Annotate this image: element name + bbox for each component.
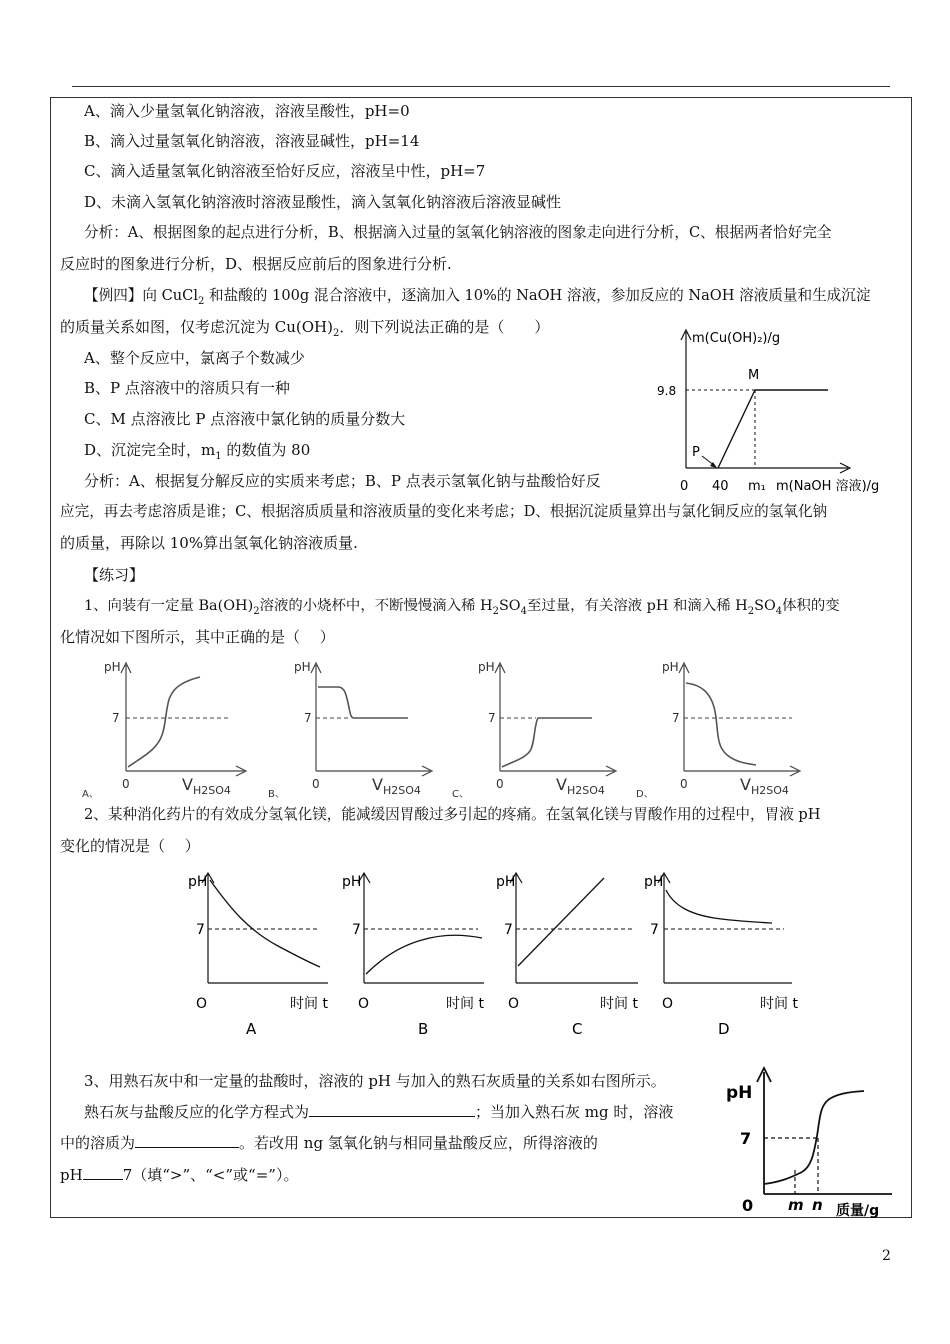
q2-c-x-label: 时间 t	[600, 996, 638, 1012]
q3-n-label: n	[812, 1196, 823, 1214]
q2-b-curve	[366, 935, 482, 974]
q2-d-ref: 7	[650, 922, 659, 938]
ex4-x-tick-40: 40	[712, 479, 729, 494]
q3-blank-ph[interactable]	[83, 1165, 123, 1180]
q1-d-option: D、	[636, 789, 654, 800]
q1-a-origin: 0	[122, 777, 130, 791]
q2-graph-d	[644, 868, 809, 1043]
q1-b-y-label: pH	[294, 660, 311, 674]
q1-b-curve	[318, 687, 408, 718]
q1-line1: 1、向装有一定量 $Ba(OH)_2$溶液的小烧杯中，不断慢慢滴入稀 $H_2SO_4$至过量，有关溶液 pH 和滴入稀 $H_2SO_4$体积的变	[84, 598, 840, 617]
ex4-x-tick-m1: m₁	[748, 479, 766, 494]
ex4-point-p: P	[692, 445, 700, 460]
q2-a-ref: 7	[196, 922, 205, 938]
q2-d-letter: D	[718, 1020, 730, 1038]
ex4-point-m: M	[748, 368, 760, 383]
page-number: 2	[882, 1248, 891, 1264]
q1-a-option: A、	[82, 789, 99, 800]
q1-c-ref: 7	[488, 711, 496, 725]
q3-line2: 熟石灰与盐酸反应的化学方程式为 ；当加入熟石灰 mg 时，溶液	[84, 1103, 674, 1121]
example4-option-a: A、整个反应中，氯离子个数减少	[84, 349, 305, 367]
q2-graph-b	[342, 868, 497, 1043]
q2-graph-c	[496, 868, 651, 1043]
example4-line1: 【例四】向 CuCl$_2$ 和盐酸的 100g 混合溶液中，逐滴加入 10%的 NaOH 溶液，参加反应的 NaOH 溶液质量和生成沉淀	[84, 287, 871, 307]
prev-option-b: B、滴入过量氢氧化钠溶液，溶液显碱性，pH=14	[84, 132, 420, 150]
example4-line2: 的质量关系如图，仅考虑沉淀为 $Cu(OH)_2$．则下列说法正确的是（ ）	[60, 318, 550, 339]
q1-d-curve	[686, 683, 756, 765]
q1-graph-c	[452, 655, 622, 800]
prev-option-d: D、未滴入氢氧化钠溶液时溶液显酸性，滴入氢氧化钠溶液后溶液显碱性	[84, 193, 562, 211]
example4-analysis-line1: 分析：A、根据复分解反应的实质来考虑；B、P 点表示氢氧化钠与盐酸恰好反	[84, 472, 601, 490]
q1-c-x-label: $V_{H2SO4}$	[556, 775, 605, 797]
q1-d-origin: 0	[680, 777, 688, 791]
analysis1-line2: 反应时的图象进行分析，D、根据反应前后的图象进行分析.	[60, 255, 452, 273]
q2-a-origin: O	[196, 996, 208, 1012]
example4-option-c: C、M 点溶液比 P 点溶液中氯化钠的质量分数大	[84, 410, 406, 428]
ex4-x-label: m(NaOH 溶液)/g	[776, 479, 880, 494]
q3-blank-solute[interactable]	[135, 1133, 239, 1148]
q2-line2: 变化的情况是（ ）	[60, 837, 200, 855]
header-rule	[72, 86, 890, 87]
q1-line2: 化情况如下图所示，其中正确的是（ ）	[60, 628, 335, 646]
q2-c-line	[518, 878, 604, 966]
q1-a-x-label: $V_{H2SO4}$	[182, 775, 231, 797]
prev-option-a: A、滴入少量氢氧化钠溶液，溶液呈酸性，pH=0	[84, 102, 410, 120]
q3-chart	[724, 1062, 914, 1222]
ex4-origin: 0	[680, 479, 689, 494]
q1-c-curve	[502, 718, 592, 767]
q2-b-ref: 7	[352, 922, 361, 938]
q1-c-y-label: pH	[478, 660, 495, 674]
q1-d-y-label: pH	[662, 660, 679, 674]
q2-a-curve	[210, 880, 320, 967]
q1-c-option: C、	[452, 789, 469, 800]
q3-line1: 3、用熟石灰中和一定量的盐酸时，溶液的 pH 与加入的熟石灰质量的关系如右图所示。	[84, 1072, 666, 1090]
q1-b-ref: 7	[304, 711, 312, 725]
q3-line4: pH 7（填“>”、“<”或“=”）。	[60, 1166, 299, 1184]
q2-graph-a	[188, 868, 338, 1043]
prev-option-c: C、滴入适量氢氧化钠溶液至恰好反应，溶液呈中性，pH=7	[84, 162, 486, 180]
q3-origin: 0	[742, 1196, 754, 1215]
q2-b-letter: B	[418, 1020, 429, 1038]
q1-b-origin: 0	[312, 777, 320, 791]
q2-a-letter: A	[246, 1020, 257, 1038]
example4-chart	[640, 320, 910, 505]
ex4-y-value: 9.8	[657, 384, 677, 398]
ex4-rising-line	[718, 390, 755, 468]
q1-a-curve	[128, 677, 200, 767]
example4-option-b: B、P 点溶液中的溶质只有一种	[84, 379, 290, 397]
q1-b-x-label: $V_{H2SO4}$	[372, 775, 421, 797]
q2-a-y-label: pH	[188, 874, 208, 890]
q3-ref: 7	[740, 1129, 752, 1148]
analysis1-line1: 分析：A、根据图象的起点进行分析，B、根据滴入过量的氢氧化钠溶液的图象走向进行分析，C、根据两者恰好完全	[84, 224, 832, 241]
q2-line1: 2、某种消化药片的有效成分氢氧化镁，能减缓因胃酸过多引起的疼痛。在氢氧化镁与胃酸作用的过程中，胃液 pH	[84, 806, 821, 823]
q3-line3: 中的溶质为 。若改用 ng 氢氧化钠与相同量盐酸反应，所得溶液的	[60, 1134, 598, 1152]
q1-d-ref: 7	[672, 711, 680, 725]
example4-analysis-line2: 应完，再去考虑溶质是谁；C、根据溶质质量和溶液质量的变化来考虑；D、根据沉淀质量算出与氯化铜反应的氢氧化钠	[60, 503, 828, 520]
q1-a-y-label: pH	[104, 660, 121, 674]
q2-b-origin: O	[358, 996, 370, 1012]
q3-x-label: 质量/g	[836, 1203, 880, 1219]
example4-analysis-line3: 的质量，再除以 10%算出氢氧化钠溶液质量.	[60, 534, 358, 552]
practice-title: 【练习】	[84, 566, 145, 584]
example4-option-d: D、沉淀完全时，$m_1$ 的数值为 80	[84, 441, 311, 462]
q2-c-letter: C	[572, 1020, 583, 1038]
q2-c-ref: 7	[504, 922, 513, 938]
q1-b-option: B、	[268, 789, 285, 800]
q1-graph-b	[268, 655, 438, 800]
q1-a-ref: 7	[112, 711, 120, 725]
q1-graph-a	[82, 655, 252, 800]
q2-c-origin: O	[508, 996, 520, 1012]
q2-b-y-label: pH	[342, 874, 362, 890]
q1-c-origin: 0	[496, 777, 504, 791]
q2-d-origin: O	[662, 996, 674, 1012]
q3-m-label: m	[788, 1196, 804, 1214]
q3-blank-equation[interactable]	[309, 1102, 475, 1117]
q2-b-x-label: 时间 t	[446, 996, 484, 1012]
q2-a-x-label: 时间 t	[290, 996, 328, 1012]
q1-d-x-label: $V_{H2SO4}$	[740, 775, 789, 797]
q1-graph-d	[636, 655, 806, 800]
q2-d-x-label: 时间 t	[760, 996, 798, 1012]
ex4-y-label: m(Cu(OH)₂)/g	[692, 331, 781, 346]
q2-d-y-label: pH	[644, 874, 664, 890]
q3-y-label: pH	[726, 1083, 753, 1103]
q2-d-curve	[666, 890, 772, 923]
q2-c-y-label: pH	[496, 874, 516, 890]
